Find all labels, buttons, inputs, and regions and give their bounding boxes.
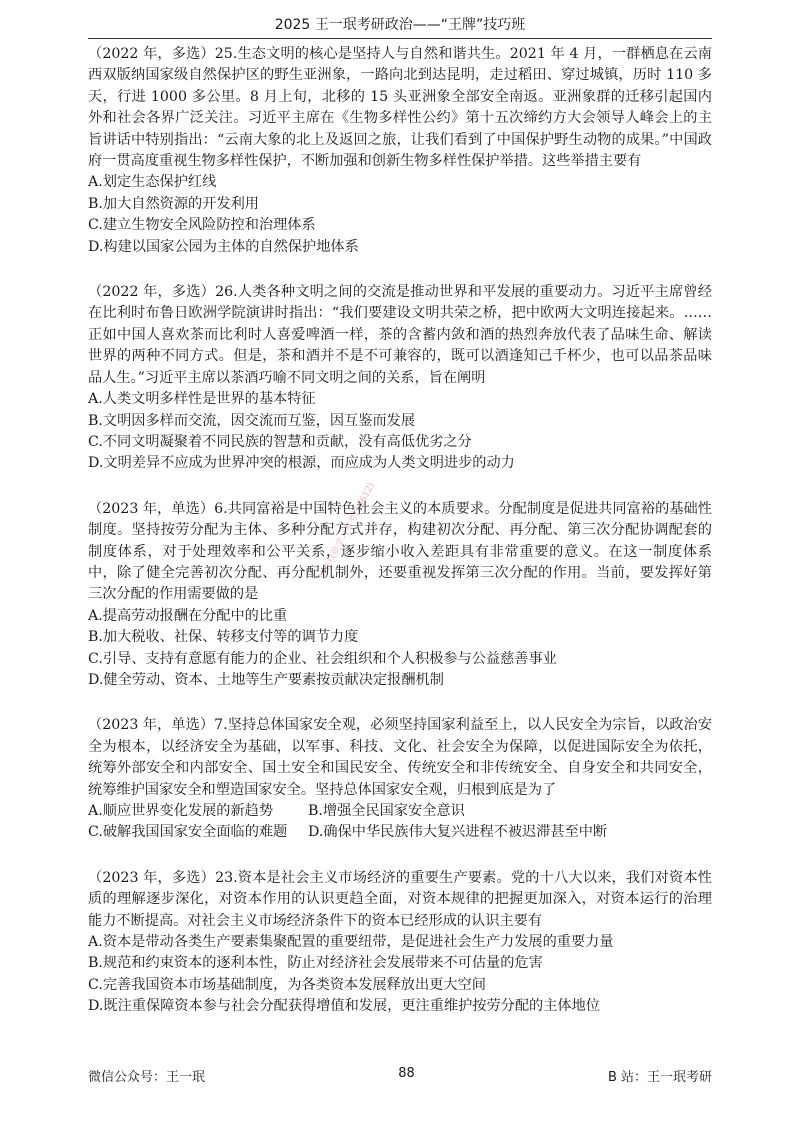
question-text: 7.坚持总体国家安全观，必须坚持国家利益至上，以人民安全为宗旨，以政治安全为根本，以经济安全为基础，以军事、科技、文化、社会安全为保障，以促进国际安全为依托，统筹外部安全和内部安全、国土安全和国民安全、传统安全和非传统安全、自身安全和共同安全，统筹维护国家安全和塑造国家安全。坚持总体国家安全观，归根到底是为了: [88, 717, 712, 798]
option-d: D.既注重保障资本参与社会分配获得增值和发展，更注重维护按劳分配的主体地位: [88, 998, 600, 1015]
footer-bilibili: B 站：王一珉考研: [607, 1070, 712, 1085]
page-content: [88, 44, 712, 1042]
question-5: [88, 868, 712, 1018]
watermark: 试卷仅供学习参考(16612): [317, 481, 378, 582]
option-d: D.健全劳动、资本、土地等生产要素按贡献决定报酬机制: [88, 671, 444, 688]
question-stem: [88, 868, 712, 932]
option-c: C.建立生物安全风险防控和治理体系: [88, 217, 316, 234]
footer-wechat: 微信公众号：王一珉: [88, 1070, 206, 1085]
option-d: D.构建以国家公园为主体的自然保护地体系: [88, 238, 359, 255]
option-b: B.加大自然资源的开发利用: [88, 195, 259, 212]
option-a: A.人类文明多样性是世界的基本特征: [88, 391, 316, 408]
question-prefix: （2022 年，多选）: [88, 46, 215, 62]
header-title: 2025 王一珉考研政治——“王牌”技巧班: [274, 17, 526, 33]
page-number: 88: [398, 1066, 415, 1081]
question-text: 25.生态文明的核心是坚持人与自然和谐共生。2021 年 4 月，一群栖息在云南西双版纳国家级自然保护区的野生亚洲象，一路向北到达昆明，走过稻田、穿过城镇，历时 110 多天，行进 1000 多公里。8 月上旬，北移的 15 头亚洲象全部安全南返。亚洲象群的迁移引起国内外和社会各界广泛关注。习近平主席在《生物多样性公约》第十五次缔约方大会领导人峰会上的主旨讲话中特别指出：“云南大象的北上及返回之旅，让我们看到了中国保护野生动物的成果。”中国政府一贯高度重视生物多样性保护，不断加强和创新生物多样性保护举措。这些举措主要有: [88, 46, 712, 170]
question-stem: [88, 499, 712, 606]
option-c: C.不同文明凝聚着不同民族的智慧和贡献，没有高低优劣之分: [88, 433, 472, 450]
option-c: C.破解我国国家安全面临的难题: [88, 824, 288, 841]
option-a: A.提高劳动报酬在分配中的比重: [88, 607, 288, 624]
option-c: C.引导、支持有意愿有能力的企业、社会组织和个人积极参与公益慈善事业: [88, 650, 557, 667]
option-a: A.顺应世界变化发展的新趋势: [88, 803, 274, 819]
options-row: [88, 801, 712, 822]
options-row: [88, 822, 712, 843]
question-text: 23.资本是社会主义市场经济的重要生产要素。党的十八大以来，我们对资本性质的理解逐步深化，对资本作用的认识更趋全面，对资本规律的把握更加深入，对资本运行的治理能力不断提高。对社会主义市场经济条件下的资本已经形成的认识主要有: [88, 869, 712, 929]
question-prefix: （2022 年，多选）: [88, 284, 216, 301]
page-footer: [88, 1066, 712, 1085]
question-4: [88, 715, 712, 843]
question-prefix: （2023 年，多选）: [88, 869, 216, 886]
option-c: C.完善我国资本市场基础制度，为各类资本发展释放出更大空间: [88, 976, 486, 993]
option-b: B.增强全民国家安全意识: [308, 803, 465, 819]
page-header: [88, 14, 712, 39]
question-stem: [88, 44, 712, 172]
question-text: 6.共同富裕是中国特色社会主义的本质要求。分配制度是促进共同富裕的基础性制度。坚持按劳分配为主体、多种分配方式并存，构建初次分配、再分配、第三次分配协调配套的制度体系，对于处理效率和公平关系，逐步缩小收入差距具有非常重要的意义。在这一制度体系中，除了健全完善初次分配、再分配机制外，还要重视发挥第三次分配的作用。当前，要发挥好第三次分配的作用需要做的是: [88, 500, 712, 603]
question-3: [88, 499, 712, 692]
option-a: A.资本是带动各类生产要素集聚配置的重要纽带，是促进社会生产力发展的重要力量: [88, 934, 614, 951]
option-b: B.文明因多样而交流，因交流而互鉴，因互鉴而发展: [88, 412, 416, 429]
question-prefix: （2023 年，单选）: [88, 717, 215, 734]
option-d: D.确保中华民族伟大复兴进程不被迟滞甚至中断: [308, 824, 608, 841]
option-b: B.规范和约束资本的逐利本性，防止对经济社会发展带来不可估量的危害: [88, 955, 543, 972]
question-stem: [88, 715, 712, 801]
question-stem: [88, 282, 712, 389]
option-b: B.加大税收、社保、转移支付等的调节力度: [88, 629, 359, 646]
question-2: [88, 282, 712, 475]
option-a: A.划定生态保护红线: [88, 174, 217, 191]
question-text: 26.人类各种文明之间的交流是推动世界和平发展的重要动力。习近平主席曾经在比利时布鲁日欧洲学院演讲时指出：“我们要建设文明共荣之桥，把中欧两大文明连接起来。……正如中国人喜欢茶而比利时人喜爱啤酒一样，茶的含蓄内敛和酒的热烈奔放代表了品味生命、解读世界的两种不同方式。但是，茶和酒并不是不可兼容的，既可以酒逢知己千杯少，也可以品茶品味品人生。”习近平主席以茶酒巧喻不同文明之间的关系，旨在阐明: [88, 284, 712, 386]
question-1: [88, 44, 712, 258]
question-prefix: （2023 年，单选）: [88, 500, 215, 517]
option-d: D.文明差异不应成为世界冲突的根源，而应成为人类文明进步的动力: [88, 455, 515, 472]
